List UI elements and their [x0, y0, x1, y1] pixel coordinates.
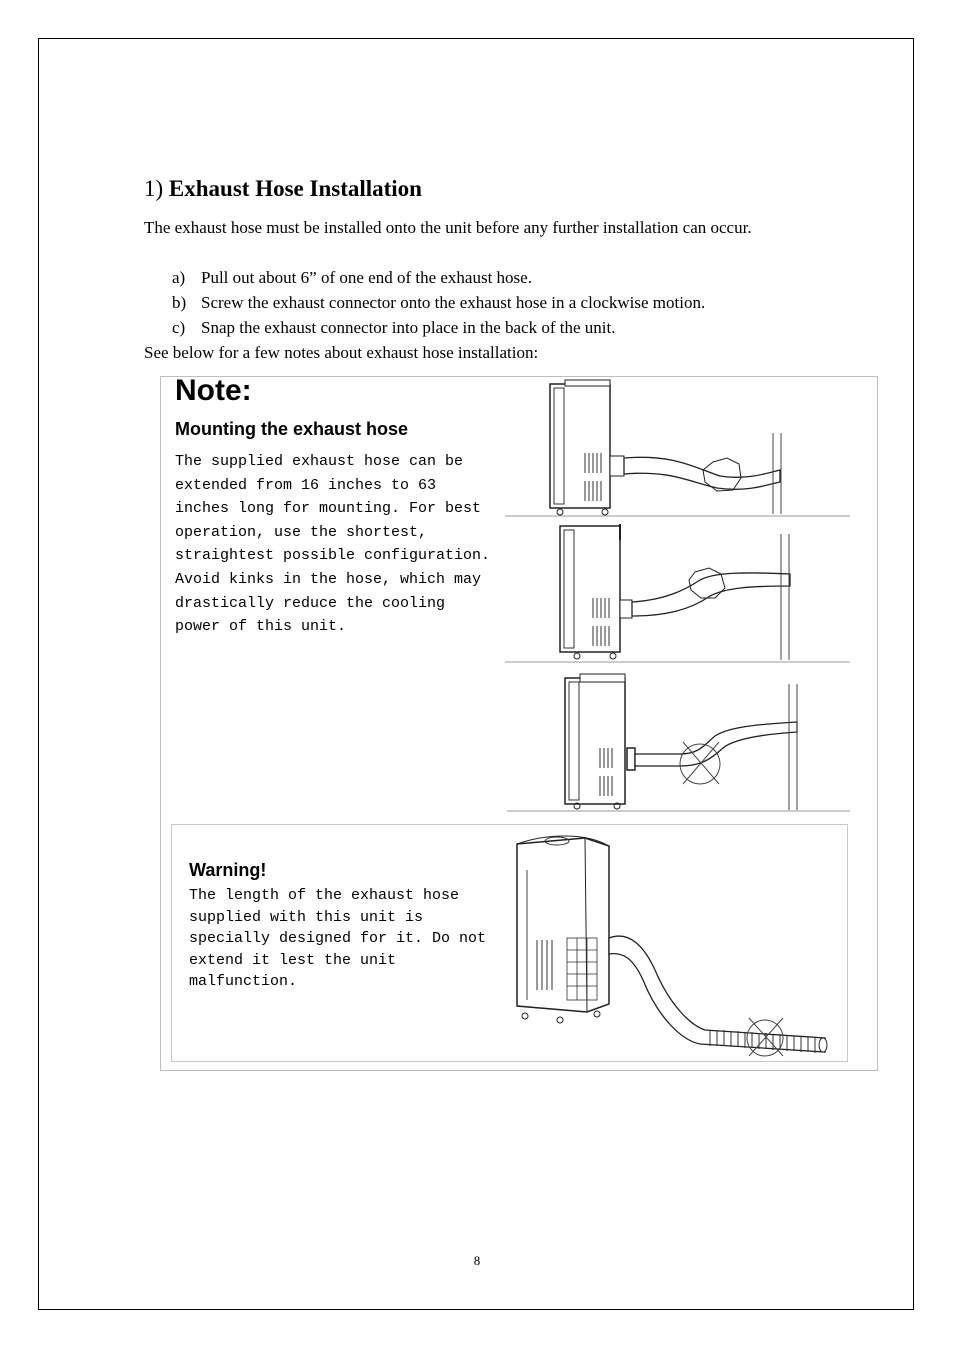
page-number: 8 — [473, 1253, 481, 1268]
steps-list — [172, 265, 705, 340]
figure-hose-mount-2 — [505, 520, 855, 665]
warning-body: The length of the exhaust hose supplied with this unit is specially designed for it. Do not extend it lest the unit malfunction. — [189, 887, 487, 990]
section-heading: 1) Exhaust Hose Installation — [144, 176, 422, 201]
note-title: Note: — [175, 374, 252, 407]
notes-intro: See below for a few notes about exhaust hose installation: — [144, 343, 539, 362]
note-body: The supplied exhaust hose can be extended from 16 inches to 63 inches long for mounting. For best operation, use the shortest, straightest possible configuration. Avoid kinks in the hose, which may drastically reduce the cooling power of this unit. — [175, 453, 491, 636]
step-item: a) Pull out about 6” of one end of the exhaust hose. — [172, 268, 532, 287]
figure-hose-overextended — [505, 830, 840, 1058]
step-item: b) Screw the exhaust connector onto the exhaust hose in a clockwise motion. — [172, 293, 706, 312]
note-subtitle: Mounting the exhaust hose — [175, 419, 409, 439]
intro-paragraph: The exhaust hose must be installed onto the unit before any further installation can occur. — [144, 218, 752, 237]
step-item: c) Snap the exhaust connector into place in the back of the unit. — [172, 318, 616, 337]
figure-hose-mount-1 — [505, 378, 855, 518]
warning-title: Warning! — [189, 860, 267, 880]
figure-hose-kink — [505, 668, 855, 813]
